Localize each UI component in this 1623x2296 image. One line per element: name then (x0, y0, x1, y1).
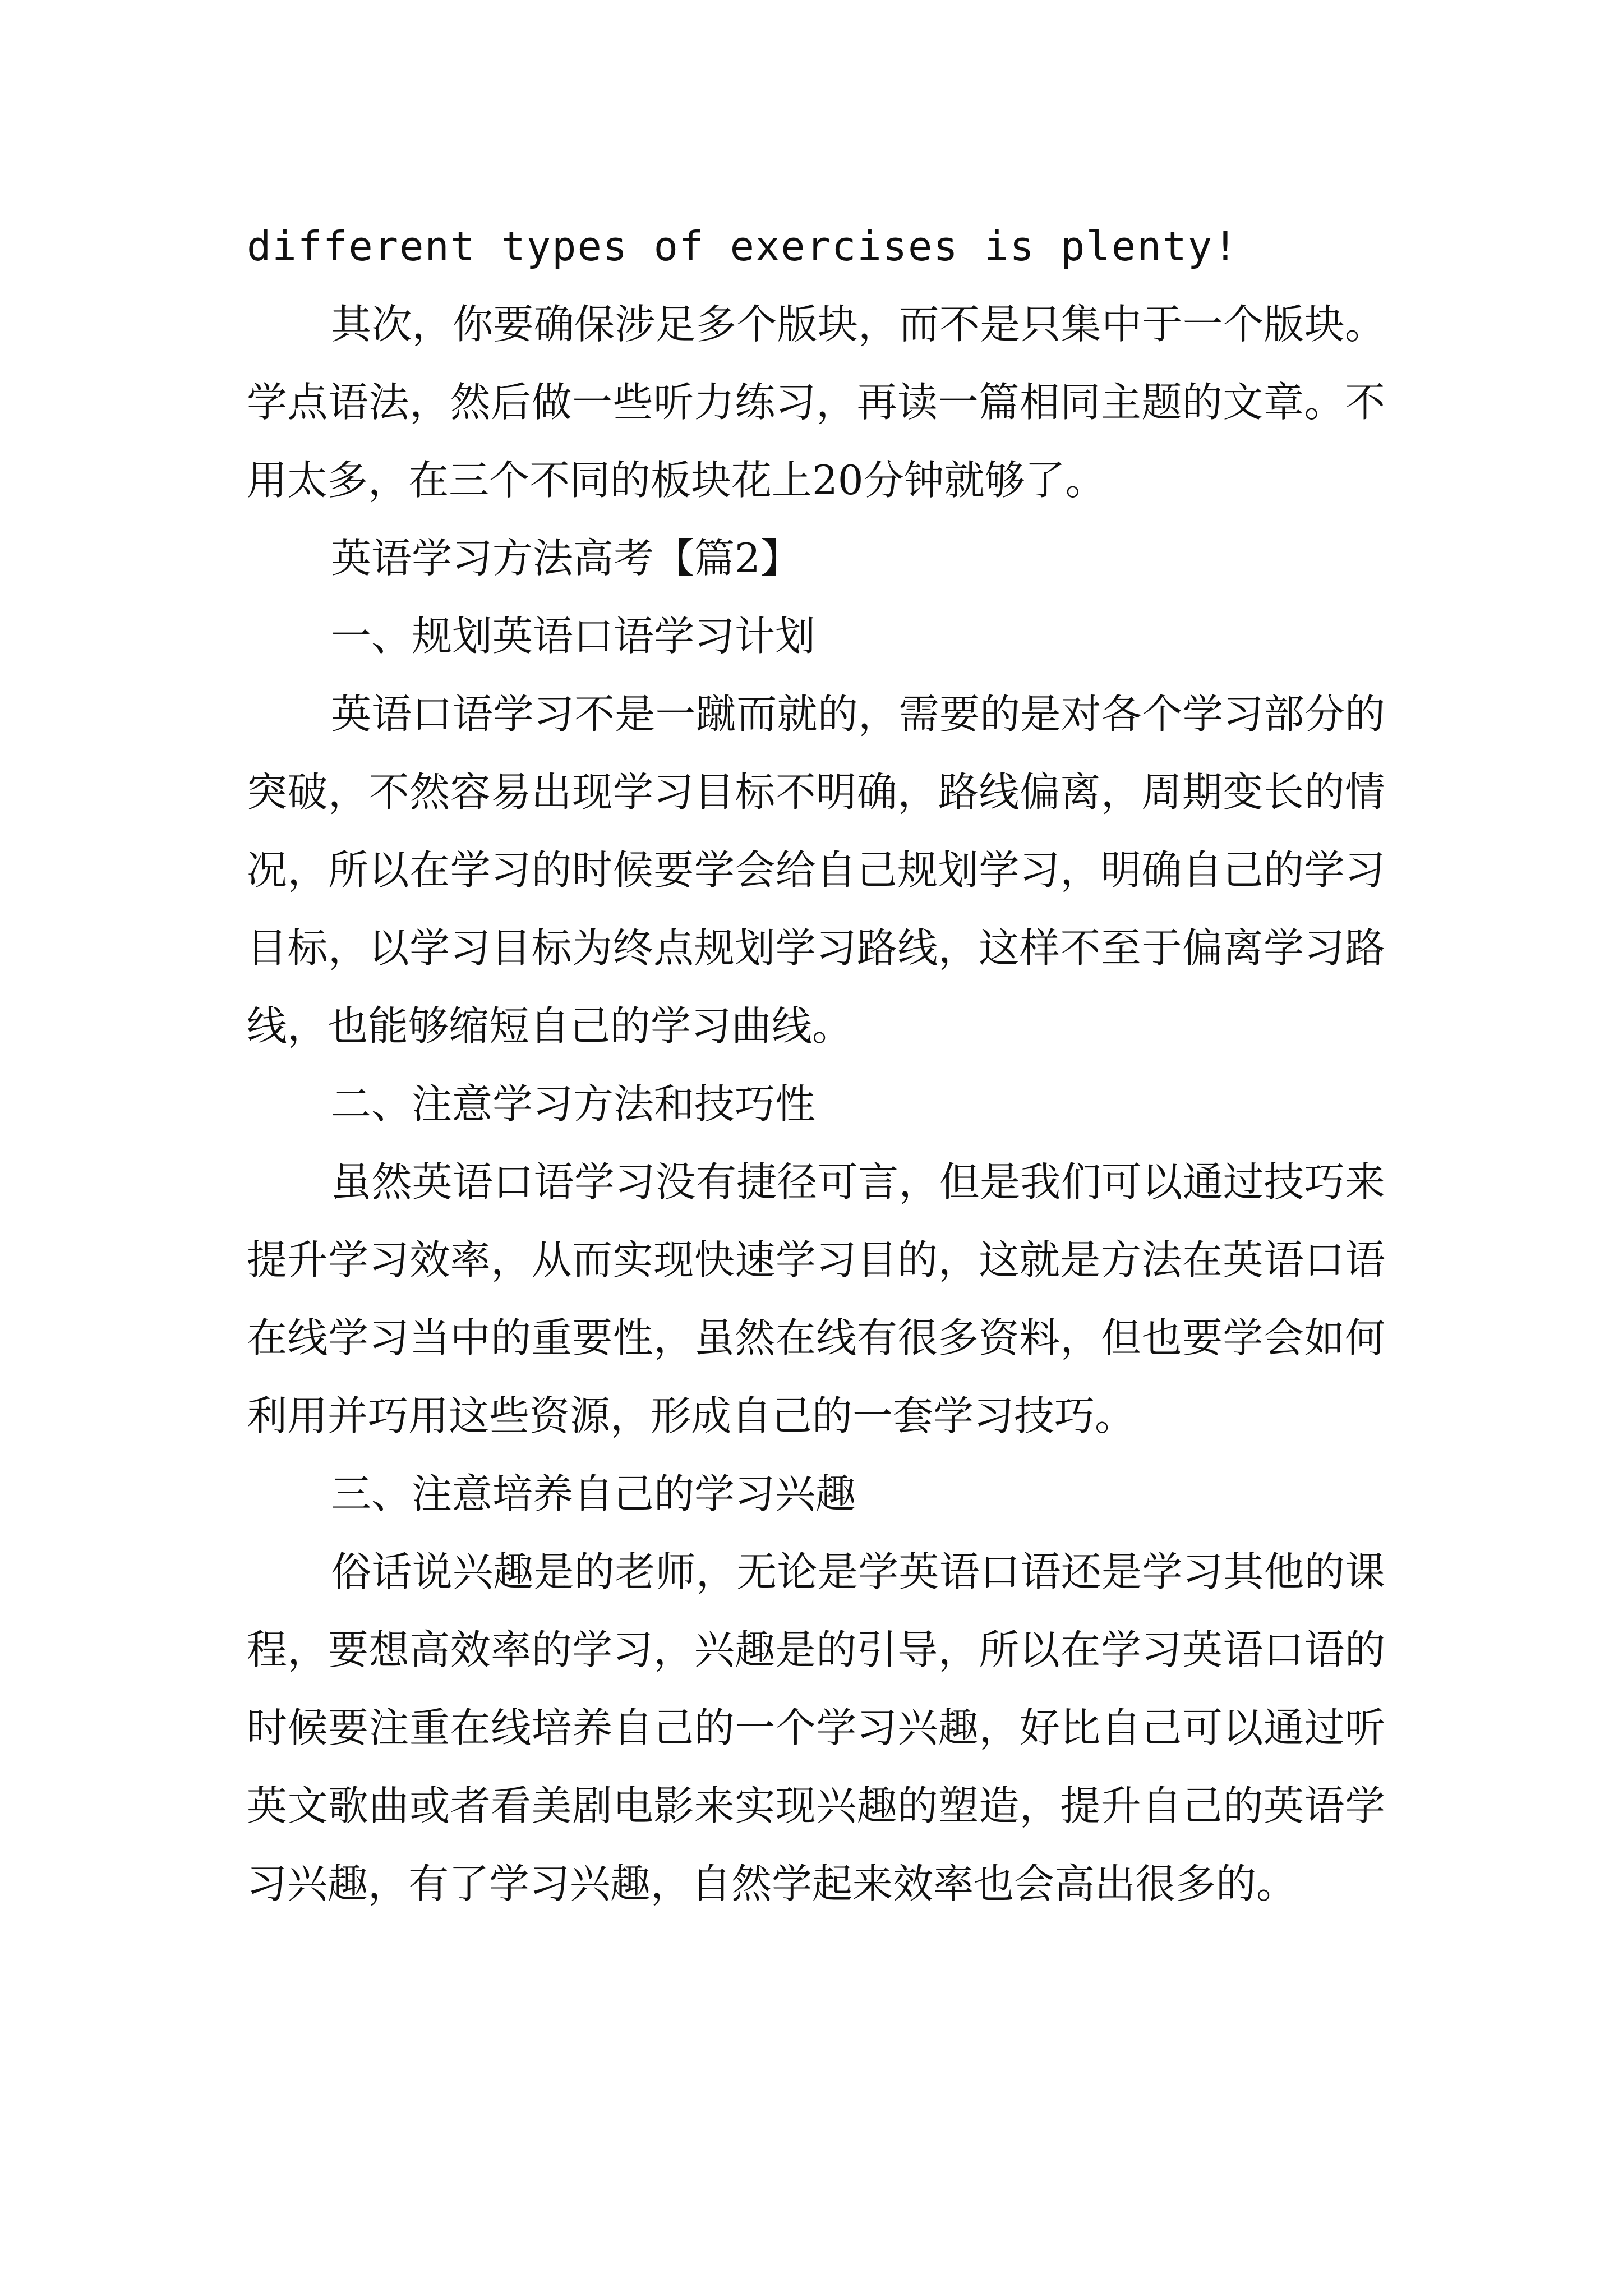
paragraph-0: different types of exercises is plenty! (247, 223, 1239, 270)
section-heading-article-2: 英语学习方法高考【篇2】 (331, 535, 801, 582)
paragraph-methods: 虽然英语口语学习没有捷径可言，但是我们可以通过技巧来提升学习效率，从而实现快速学习目的，这就是方法在英语口语在线学习当中的重要性，虽然在线有很多资料，但也要学会如何利用并巧用这些资源，形成自己的一套学习技巧。 (247, 1158, 1385, 1439)
heading-2-methods: 二、注意学习方法和技巧性 (331, 1080, 816, 1128)
paragraph-plan: 英语口语学习不是一蹴而就的，需要的是对各个学习部分的突破，不然容易出现学习目标不明确，路线偏离，周期变长的情况，所以在学习的时候要学会给自己规划学习，明确自己的学习目标，以学习目标为终点规划学习路线，这样不至于偏离学习路线，也能够缩短自己的学习曲线。 (247, 691, 1385, 1050)
paragraph-1: 其次，你要确保涉足多个版块，而不是只集中于一个版块。学点语法，然后做一些听力练习，再读一篇相同主题的文章。不用太多，在三个不同的板块花上20分钟就够了。 (247, 301, 1385, 504)
document-body (247, 208, 1385, 1923)
paragraph-interest: 俗话说兴趣是的老师，无论是学英语口语还是学习其他的课程，要想高效率的学习，兴趣是的引导，所以在学习英语口语的时候要注重在线培养自己的一个学习兴趣，好比自己可以通过听英文歌曲或者看美剧电影来实现兴趣的塑造，提升自己的英语学习兴趣，有了学习兴趣，自然学起来效率也会高出很多的。 (247, 1548, 1385, 1907)
heading-3-interest: 三、注意培养自己的学习兴趣 (331, 1470, 856, 1517)
heading-1-plan: 一、规划英语口语学习计划 (331, 613, 816, 660)
